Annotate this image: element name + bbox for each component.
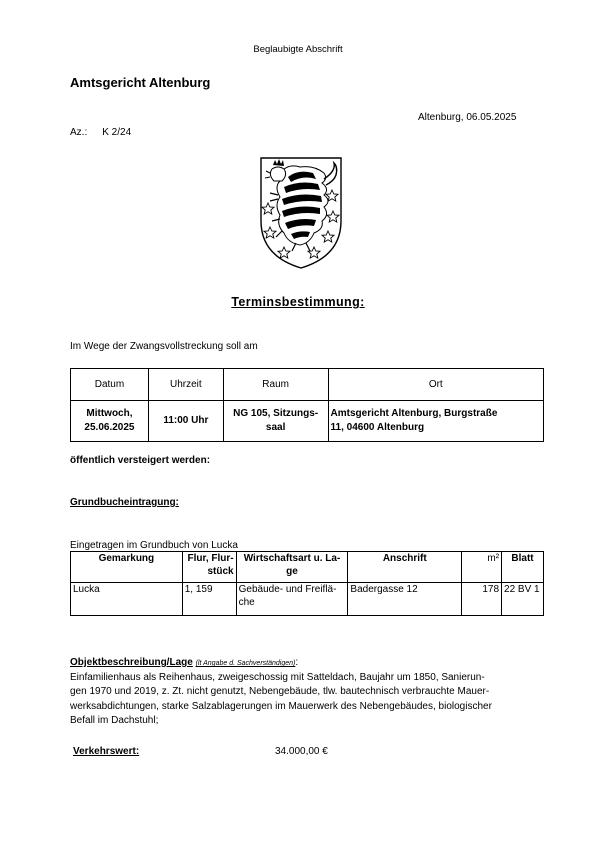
column-header-room: Raum xyxy=(223,369,328,401)
object-description-text xyxy=(70,671,540,729)
land-register-table xyxy=(70,551,544,616)
date-line-1: Mittwoch, xyxy=(86,408,133,419)
appointment-time: 11:00 Uhr xyxy=(148,401,223,442)
column-header-time: Uhrzeit xyxy=(148,369,223,401)
wirtschaftsart-line-2: che xyxy=(238,596,255,608)
column-header-flur xyxy=(182,552,236,583)
appointment-room xyxy=(223,401,328,442)
wirtschaftsart-line-1: Gebäude- und Freiflä- xyxy=(238,584,337,595)
column-header-area: m² xyxy=(462,552,502,583)
place-date: Altenburg, 06.05.2025 xyxy=(418,112,517,123)
room-line-1: NG 105, Sitzungs- xyxy=(233,408,319,419)
market-value-amount: 34.000,00 € xyxy=(275,746,328,757)
wirtschaftsart-header-line-1: Wirtschaftsart u. La- xyxy=(243,553,341,564)
object-description-line: Befall im Dachstuhl; xyxy=(70,715,159,727)
column-header-wirtschaftsart xyxy=(236,552,348,583)
date-line-2: 25.06.2025 xyxy=(84,422,135,433)
cell-wirtschaftsart xyxy=(236,583,348,616)
object-heading-label: Objektbeschreibung/Lage xyxy=(70,657,193,668)
land-register-heading: Grundbucheintragung: xyxy=(70,497,179,508)
flur-header-line-2: stück xyxy=(207,565,234,577)
flur-header-line-1: Flur, Flur- xyxy=(187,553,234,564)
cell-sheet: 22 BV 1 xyxy=(502,583,544,616)
column-header-gemarkung: Gemarkung xyxy=(71,552,183,583)
page-title: Terminsbestimmung: xyxy=(231,295,365,309)
object-description-line: Einfamilienhaus als Reihenhaus, zweigeschossig mit Satteldach, Baujahr um 1850, Sanierun- xyxy=(70,672,485,683)
cell-area: 178 xyxy=(462,583,502,616)
court-name: Amtsgericht Altenburg xyxy=(70,75,211,90)
table-header-row xyxy=(71,552,544,583)
wirtschaftsart-header-line-2: ge xyxy=(286,565,298,577)
auction-text: öffentlich versteigert werden: xyxy=(70,455,211,466)
place-line-1: Amtsgericht Altenburg, Burgstraße xyxy=(330,408,498,419)
reference-value: K 2/24 xyxy=(102,127,132,138)
column-header-address: Anschrift xyxy=(348,552,462,583)
intro-text: Im Wege der Zwangsvollstreckung soll am xyxy=(70,341,258,352)
reference-label: Az.: xyxy=(70,127,88,138)
column-header-date: Datum xyxy=(71,369,149,401)
cell-flur: 1, 159 xyxy=(182,583,236,616)
room-line-2: saal xyxy=(265,422,286,433)
certified-copy-label: Beglaubigte Abschrift xyxy=(253,44,343,55)
column-header-place: Ort xyxy=(328,369,543,401)
object-description-line: werksabdichtungen, starke Salzablagerungen im Mauerwerk des Nebengebäudes, biologischer xyxy=(70,700,492,712)
table-row xyxy=(71,401,544,442)
market-value-label: Verkehrswert: xyxy=(73,746,140,757)
thuringia-coat-of-arms-icon xyxy=(258,155,344,271)
object-heading-colon: : xyxy=(295,657,299,668)
land-register-intro: Eingetragen im Grundbuch von Lucka xyxy=(70,540,238,551)
reference-number xyxy=(70,127,131,138)
table-row xyxy=(71,583,544,616)
cell-address: Badergasse 12 xyxy=(348,583,462,616)
object-description-line: gen 1970 und 2019, z. Zt. nicht genutzt, Nebengebäude, tlw. bautechnisch verbrauchte Mauer- xyxy=(70,686,490,698)
appointment-date xyxy=(71,401,149,442)
column-header-sheet: Blatt xyxy=(502,552,544,583)
table-header-row xyxy=(71,369,544,401)
appointment-place xyxy=(328,401,543,442)
appointment-table xyxy=(70,368,544,442)
place-line-2: 11, 04600 Altenburg xyxy=(330,422,425,433)
cell-gemarkung: Lucka xyxy=(71,583,183,616)
object-description-heading xyxy=(70,657,298,668)
object-heading-note: (lt Angabe d. Sachverständigen) xyxy=(195,660,296,667)
